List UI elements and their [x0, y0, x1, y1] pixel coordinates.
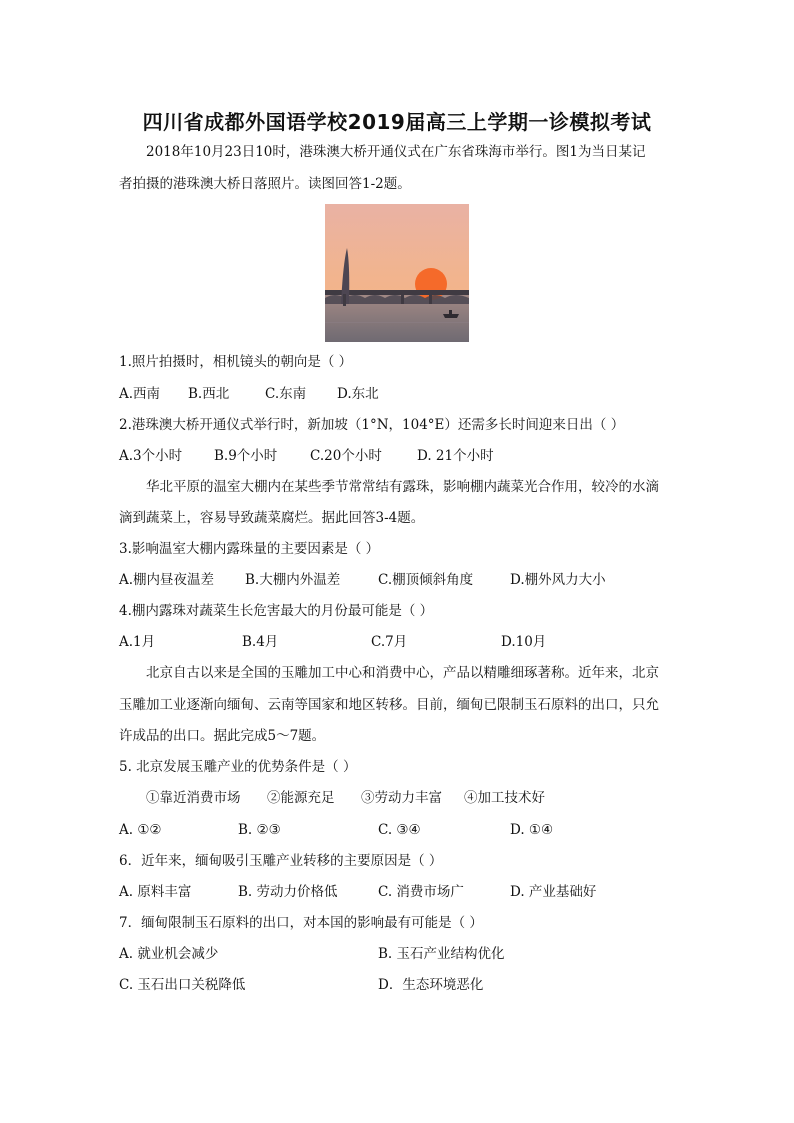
- question-7-option-b[interactable]: B. 玉石产业结构优化: [378, 946, 505, 962]
- question-3-option-b[interactable]: B.大棚内外温差: [245, 572, 341, 588]
- question-2-option-b[interactable]: B.9个小时: [214, 448, 278, 464]
- question-2-stem: 2.港珠澳大桥开通仪式举行时，新加坡（1°N，104°E）还需多长时间迎来日出（ ）: [119, 417, 625, 433]
- question-6-option-d[interactable]: D. 产业基础好: [510, 884, 597, 900]
- question-5-condition-2: ②能源充足: [267, 790, 335, 806]
- question-7-stem: 7．缅甸限制玉石原料的出口，对本国的影响最有可能是（ ）: [119, 915, 483, 931]
- intro-paragraph-3-line-3: 许成品的出口。据此完成5～7题。: [119, 728, 326, 744]
- question-7-option-a[interactable]: A. 就业机会减少: [119, 946, 219, 962]
- question-5-condition-1: ①靠近消费市场: [146, 790, 241, 806]
- question-3-option-d[interactable]: D.棚外风力大小: [510, 572, 606, 588]
- question-6-option-b[interactable]: B. 劳动力价格低: [238, 884, 338, 900]
- intro-paragraph-2-line-2: 滴到蔬菜上，容易导致蔬菜腐烂。据此回答3-4题。: [119, 510, 425, 526]
- question-4-stem: 4.棚内露珠对蔬菜生长危害最大的月份最可能是（ ）: [119, 603, 434, 619]
- intro-paragraph-3-line-1: 北京自古以来是全国的玉雕加工中心和消费中心，产品以精雕细琢著称。近年来，北京: [146, 665, 659, 681]
- question-3-stem: 3.影响温室大棚内露珠量的主要因素是（ ）: [119, 541, 380, 557]
- question-5-option-a[interactable]: A. ①②: [119, 822, 162, 838]
- question-1-option-c[interactable]: C.东南: [265, 386, 307, 402]
- question-1-option-b[interactable]: B.西北: [188, 386, 230, 402]
- question-1-option-a[interactable]: A.西南: [119, 386, 161, 402]
- question-6-option-c[interactable]: C. 消费市场广: [378, 884, 464, 900]
- question-3-option-c[interactable]: C.棚顶倾斜角度: [378, 572, 474, 588]
- question-5-option-b[interactable]: B. ②③: [238, 822, 281, 838]
- question-2-option-a[interactable]: A.3个小时: [119, 448, 183, 464]
- question-4-option-d[interactable]: D.10月: [501, 634, 547, 650]
- question-6-stem: 6．近年来，缅甸吸引玉雕产业转移的主要原因是（ ）: [119, 853, 443, 869]
- intro-paragraph-2-line-1: 华北平原的温室大棚内在某些季节常常结有露珠，影响棚内蔬菜光合作用，较冷的水滴: [146, 479, 659, 495]
- question-1-stem: 1.照片拍摄时，相机镜头的朝向是（ ）: [119, 354, 353, 370]
- question-3-option-a[interactable]: A.棚内昼夜温差: [119, 572, 215, 588]
- question-2-option-c[interactable]: C.20个小时: [310, 448, 382, 464]
- intro-paragraph-1-line-1: 2018年10月23日10时，港珠澳大桥开通仪式在广东省珠海市举行。图1为当日某记: [146, 144, 646, 160]
- intro-paragraph-3-line-2: 玉雕加工业逐渐向缅甸、云南等国家和地区转移。目前，缅甸已限制玉石原料的出口，只允: [119, 697, 659, 713]
- question-7-option-c[interactable]: C. 玉石出口关税降低: [119, 977, 246, 993]
- intro-paragraph-1-line-2: 者拍摄的港珠澳大桥日落照片。读图回答1-2题。: [119, 176, 411, 192]
- question-5-option-d[interactable]: D. ①④: [510, 822, 554, 838]
- question-4-option-c[interactable]: C.7月: [371, 634, 408, 650]
- question-2-option-d[interactable]: D. 21个小时: [417, 448, 494, 464]
- question-6-option-a[interactable]: A. 原料丰富: [119, 884, 192, 900]
- bridge-sunset-photo: [325, 204, 469, 342]
- question-4-option-a[interactable]: A.1月: [119, 634, 156, 650]
- question-7-option-d[interactable]: D．生态环境恶化: [378, 977, 484, 993]
- document-title: 四川省成都外国语学校2019届高三上学期一诊模拟考试: [142, 110, 652, 134]
- question-4-option-b[interactable]: B.4月: [242, 634, 279, 650]
- question-5-condition-4: ④加工技术好: [464, 790, 545, 806]
- question-1-option-d[interactable]: D.东北: [337, 386, 379, 402]
- question-5-option-c[interactable]: C. ③④: [378, 822, 421, 838]
- question-5-stem: 5. 北京发展玉雕产业的优势条件是（ ）: [119, 759, 357, 775]
- question-5-condition-3: ③劳动力丰富: [361, 790, 442, 806]
